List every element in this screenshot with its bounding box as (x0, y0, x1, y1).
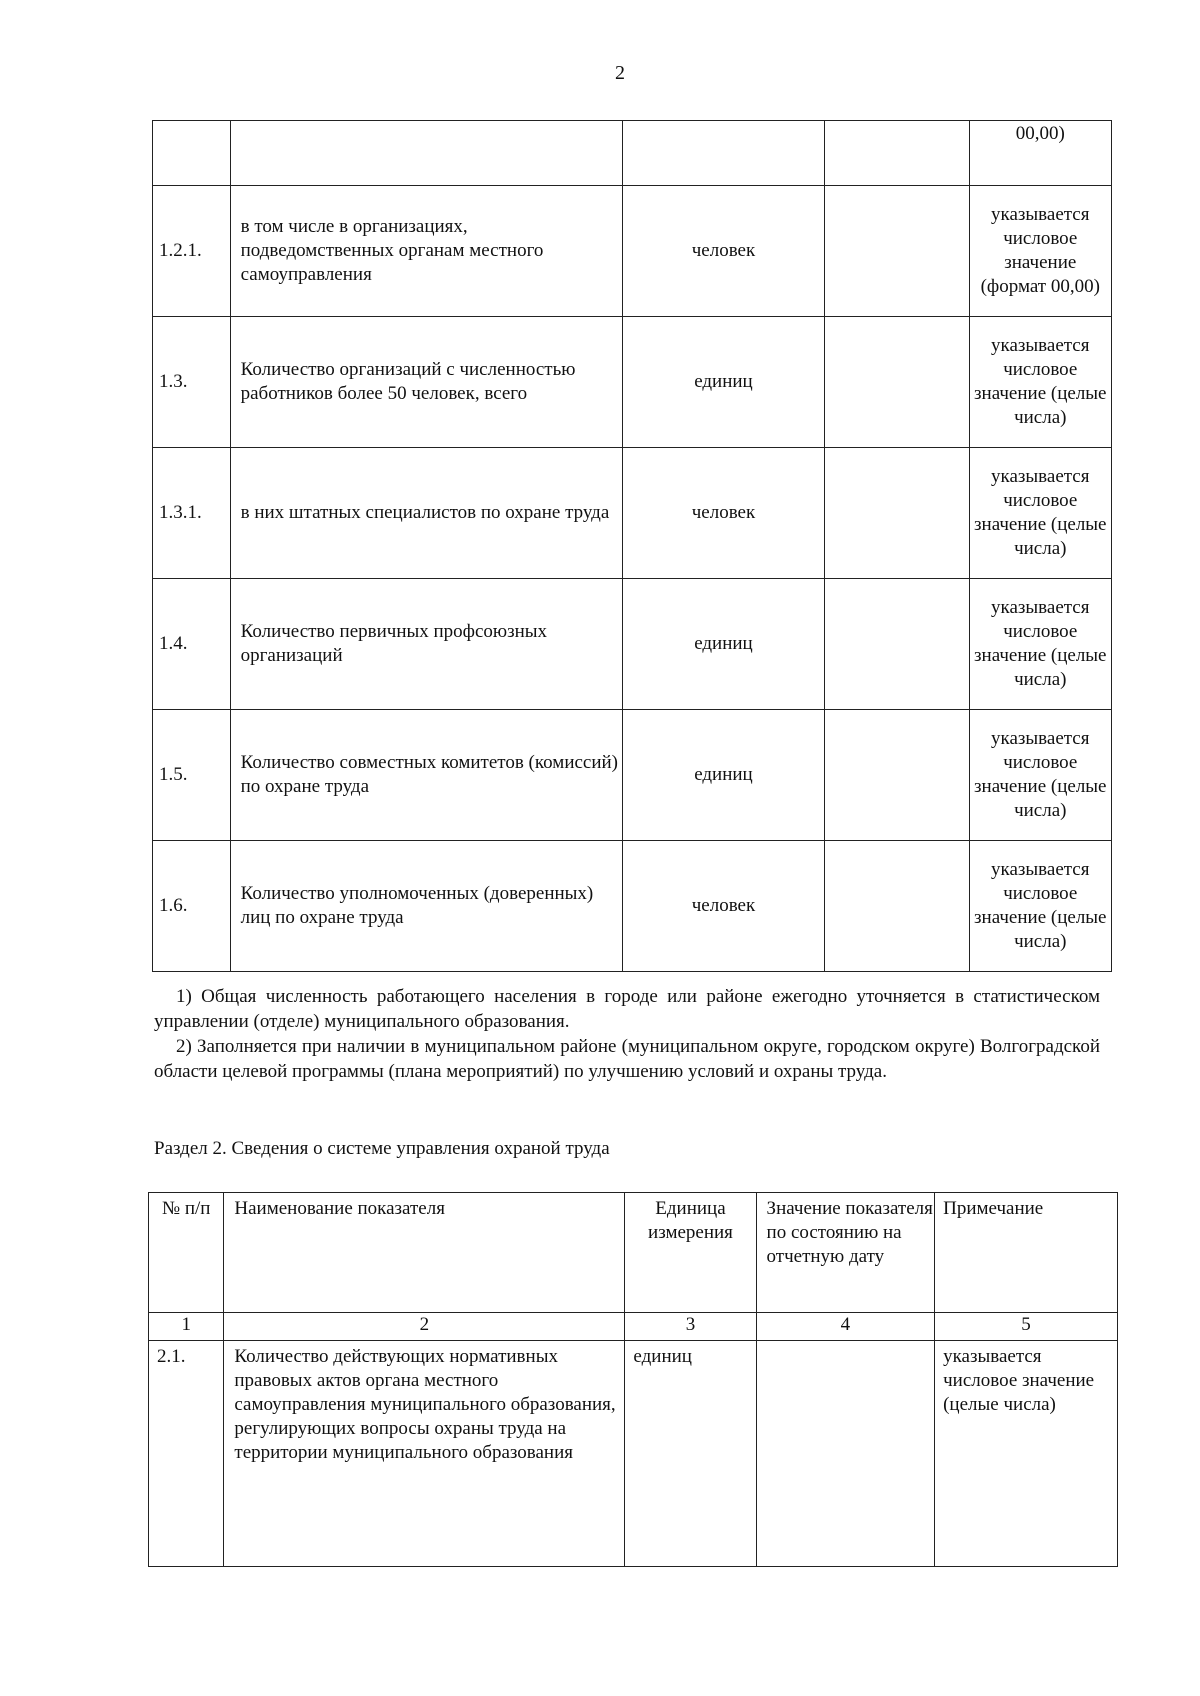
table-row (153, 186, 1112, 317)
footnotes (154, 984, 1100, 1084)
indicator-name: Количество первичных профсоюзных организаций (230, 579, 623, 710)
table-row (153, 841, 1112, 972)
indicator-name: в том числе в организациях, подведомственных органам местного самоуправления (230, 186, 623, 317)
table-header-row (149, 1193, 1118, 1313)
value-cell (824, 448, 969, 579)
table-row (153, 121, 1112, 186)
table-row (149, 1341, 1118, 1567)
footnote-1: 1) Общая численность работающего населения в городе или районе ежегодно уточняется в статистическом управлении (отделе) муниципального образования. (154, 986, 1100, 1032)
row-number: 1.3. (153, 317, 231, 448)
row-number: 1.6. (153, 841, 231, 972)
table-row (153, 579, 1112, 710)
page-number: 2 (615, 62, 625, 84)
column-number: 4 (756, 1313, 935, 1341)
header-unit: Единица измерения (625, 1193, 756, 1313)
value-cell (824, 317, 969, 448)
value-cell (824, 186, 969, 317)
row-number: 1.2.1. (153, 186, 231, 317)
row-number: 1.3.1. (153, 448, 231, 579)
note-cell: указывается числовое значение (целые числа) (969, 710, 1111, 841)
note-cell: указывается числовое значение (целые числа) (969, 841, 1111, 972)
column-number: 3 (625, 1313, 756, 1341)
indicator-name: Количество действующих нормативных правовых актов органа местного самоуправления муниципального образования, регулирующих вопросы охраны труда на территории муниципального образования (224, 1341, 625, 1567)
value-cell (756, 1341, 935, 1567)
unit: единиц (623, 579, 824, 710)
unit: человек (623, 841, 824, 972)
header-name: Наименование показателя (224, 1193, 625, 1313)
row-number: 1.5. (153, 710, 231, 841)
header-note: Примечание (935, 1193, 1118, 1313)
unit: человек (623, 448, 824, 579)
note-cell: указывается числовое значение (формат 00,00) (969, 186, 1111, 317)
indicator-name: Количество совместных комитетов (комиссий) по охране труда (230, 710, 623, 841)
unit: единиц (623, 710, 824, 841)
note-cell: указывается числовое значение (целые числа) (969, 579, 1111, 710)
indicator-name: Количество уполномоченных (доверенных) лиц по охране труда (230, 841, 623, 972)
indicator-name: Количество организаций с численностью работников более 50 человек, всего (230, 317, 623, 448)
table-row (153, 448, 1112, 579)
header-num: № п/п (149, 1193, 224, 1313)
note-cell: указывается числовое значение (целые числа) (969, 448, 1111, 579)
note-cell: указывается числовое значение (целые числа) (969, 317, 1111, 448)
section-2-title: Раздел 2. Сведения о системе управления охраной труда (154, 1138, 610, 1159)
table-row (153, 317, 1112, 448)
table-row (153, 710, 1112, 841)
row-number: 2.1. (149, 1341, 224, 1567)
column-number: 1 (149, 1313, 224, 1341)
column-number: 2 (224, 1313, 625, 1341)
unit: единиц (625, 1341, 756, 1567)
note-cell: 00,00) (969, 121, 1111, 186)
indicators-table-continued (152, 120, 1112, 972)
unit: человек (623, 186, 824, 317)
row-number: 1.4. (153, 579, 231, 710)
unit: единиц (623, 317, 824, 448)
column-number: 5 (935, 1313, 1118, 1341)
indicator-name: в них штатных специалистов по охране труда (230, 448, 623, 579)
footnote-2: 2) Заполняется при наличии в муниципальном районе (муниципальном округе, городском округе) Волгоградской области целевой программы (плана мероприятий) по улучшению условий и охраны труда. (154, 1036, 1100, 1082)
header-value: Значение показателя по состоянию на отчетную дату (756, 1193, 935, 1313)
note-cell: указывается числовое значение (целые числа) (935, 1341, 1118, 1567)
value-cell (824, 579, 969, 710)
column-numbers-row (149, 1313, 1118, 1341)
value-cell (824, 710, 969, 841)
management-system-table (148, 1192, 1118, 1567)
value-cell (824, 841, 969, 972)
